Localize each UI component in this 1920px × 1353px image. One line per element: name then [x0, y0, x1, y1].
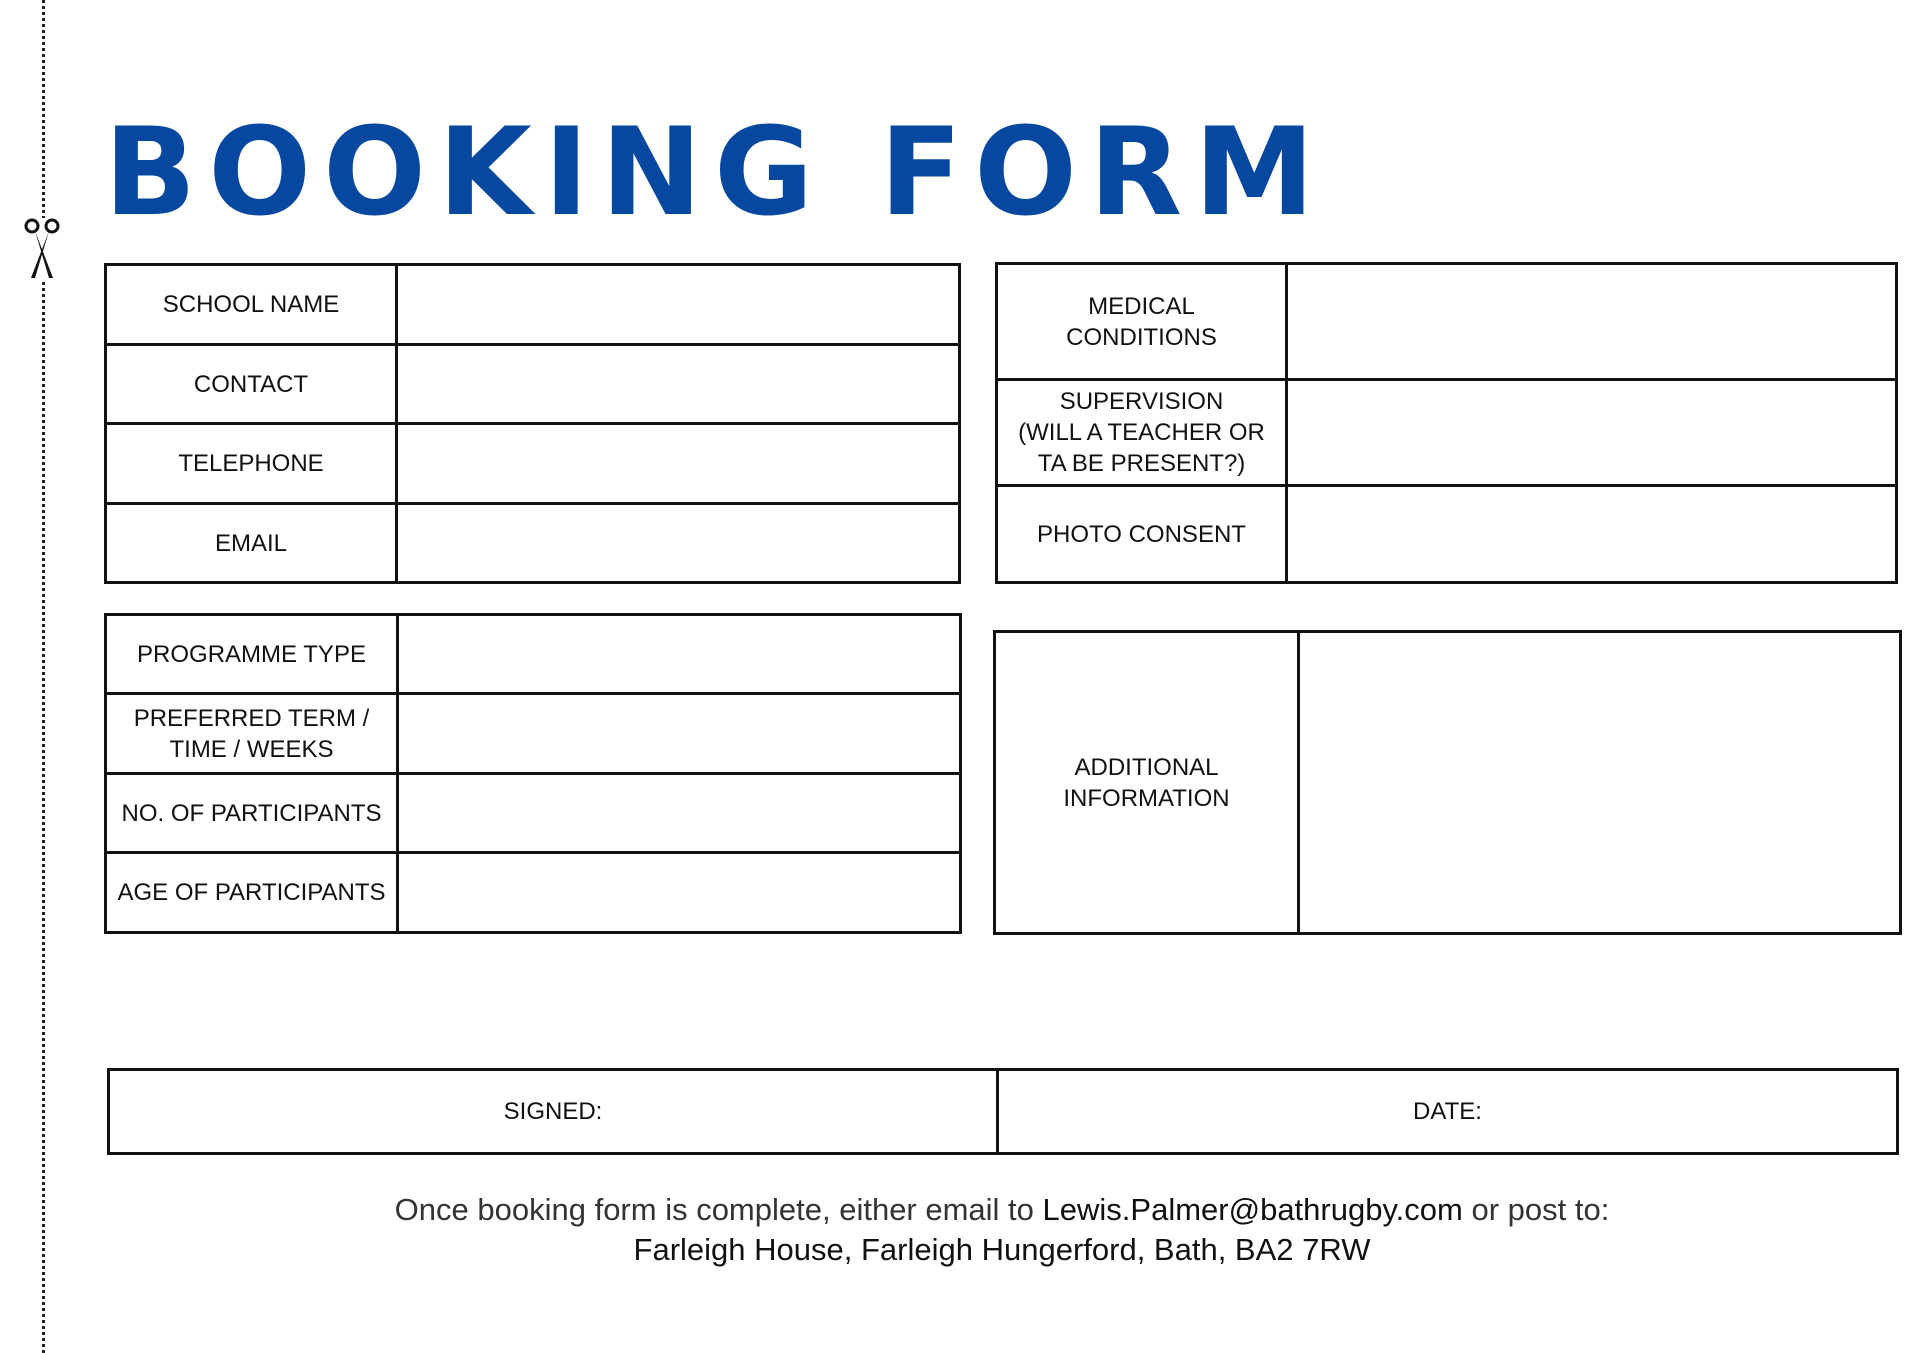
additional-info-label-line1: ADDITIONAL [1074, 753, 1219, 781]
additional-info-field[interactable] [1299, 632, 1901, 934]
supervision-field[interactable] [1287, 380, 1897, 486]
additional-info-input[interactable] [1300, 747, 1899, 819]
participants-age-label: AGE OF PARTICIPANTS [106, 853, 398, 933]
school-name-label: SCHOOL NAME [106, 265, 397, 345]
school-name-field[interactable] [397, 265, 960, 345]
medical-conditions-input[interactable] [1288, 286, 1895, 358]
footer-line1 [104, 1190, 1900, 1230]
medical-conditions-field[interactable] [1287, 264, 1897, 380]
footer-prefix: Once booking form is complete, either email to [394, 1192, 1034, 1227]
email-field[interactable] [397, 504, 960, 583]
footer-address: Farleigh House, Farleigh Hungerford, Bath, BA2 7RW [633, 1232, 1371, 1267]
contact-label: CONTACT [106, 345, 397, 424]
contact-input[interactable] [398, 371, 958, 397]
programme-type-input[interactable] [399, 641, 959, 667]
programme-type-label: PROGRAMME TYPE [106, 615, 398, 694]
cut-line [42, 0, 45, 1353]
signed-field[interactable] [109, 1070, 998, 1154]
medical-conditions-label [997, 264, 1287, 380]
footer-suffix: or post to: [1471, 1192, 1610, 1227]
programme-table [104, 613, 962, 934]
supervision-input[interactable] [1288, 397, 1895, 469]
medical-conditions-label-line2: CONDITIONS [1066, 323, 1217, 351]
additional-info-label [995, 632, 1299, 934]
preferred-term-label-line1: PREFERRED TERM / [133, 704, 370, 732]
preferred-term-label [106, 694, 398, 774]
welfare-table [995, 262, 1898, 584]
telephone-field[interactable] [397, 424, 960, 504]
page-title: BOOKING FORM [104, 102, 1327, 243]
photo-consent-input[interactable] [1288, 521, 1895, 547]
preferred-term-input[interactable] [399, 721, 959, 747]
preferred-term-label-line2: TIME / WEEKS [169, 735, 334, 763]
email-label: EMAIL [106, 504, 397, 583]
scissors-icon [22, 218, 62, 280]
signed-label: SIGNED: [503, 1098, 603, 1125]
preferred-term-field[interactable] [398, 694, 961, 774]
participants-age-input[interactable] [399, 880, 959, 906]
photo-consent-field[interactable] [1287, 486, 1897, 583]
signature-table [107, 1068, 1899, 1155]
telephone-label: TELEPHONE [106, 424, 397, 504]
participants-number-label: NO. OF PARTICIPANTS [106, 774, 398, 853]
footer-instructions [104, 1190, 1900, 1270]
participants-number-field[interactable] [398, 774, 961, 853]
photo-consent-label: PHOTO CONSENT [997, 486, 1287, 583]
programme-type-field[interactable] [398, 615, 961, 694]
school-name-input[interactable] [398, 292, 958, 318]
school-details-table [104, 263, 961, 584]
additional-info-label-line2: INFORMATION [1063, 784, 1230, 812]
footer-email-link[interactable]: Lewis.Palmer@bathrugby.com [1042, 1192, 1463, 1227]
date-field[interactable] [998, 1070, 1898, 1154]
supervision-label [997, 380, 1287, 486]
supervision-label-line1: SUPERVISION [1059, 388, 1224, 415]
telephone-input[interactable] [398, 451, 958, 477]
date-label: DATE: [1413, 1098, 1482, 1125]
contact-field[interactable] [397, 345, 960, 424]
medical-conditions-label-line1: MEDICAL [1088, 292, 1195, 320]
participants-age-field[interactable] [398, 853, 961, 933]
supervision-label-line2: (WILL A TEACHER OR [1018, 419, 1265, 446]
participants-number-input[interactable] [399, 800, 959, 826]
additional-info-table [993, 630, 1902, 935]
email-input[interactable] [398, 530, 958, 556]
supervision-label-line3: TA BE PRESENT?) [1037, 450, 1246, 477]
